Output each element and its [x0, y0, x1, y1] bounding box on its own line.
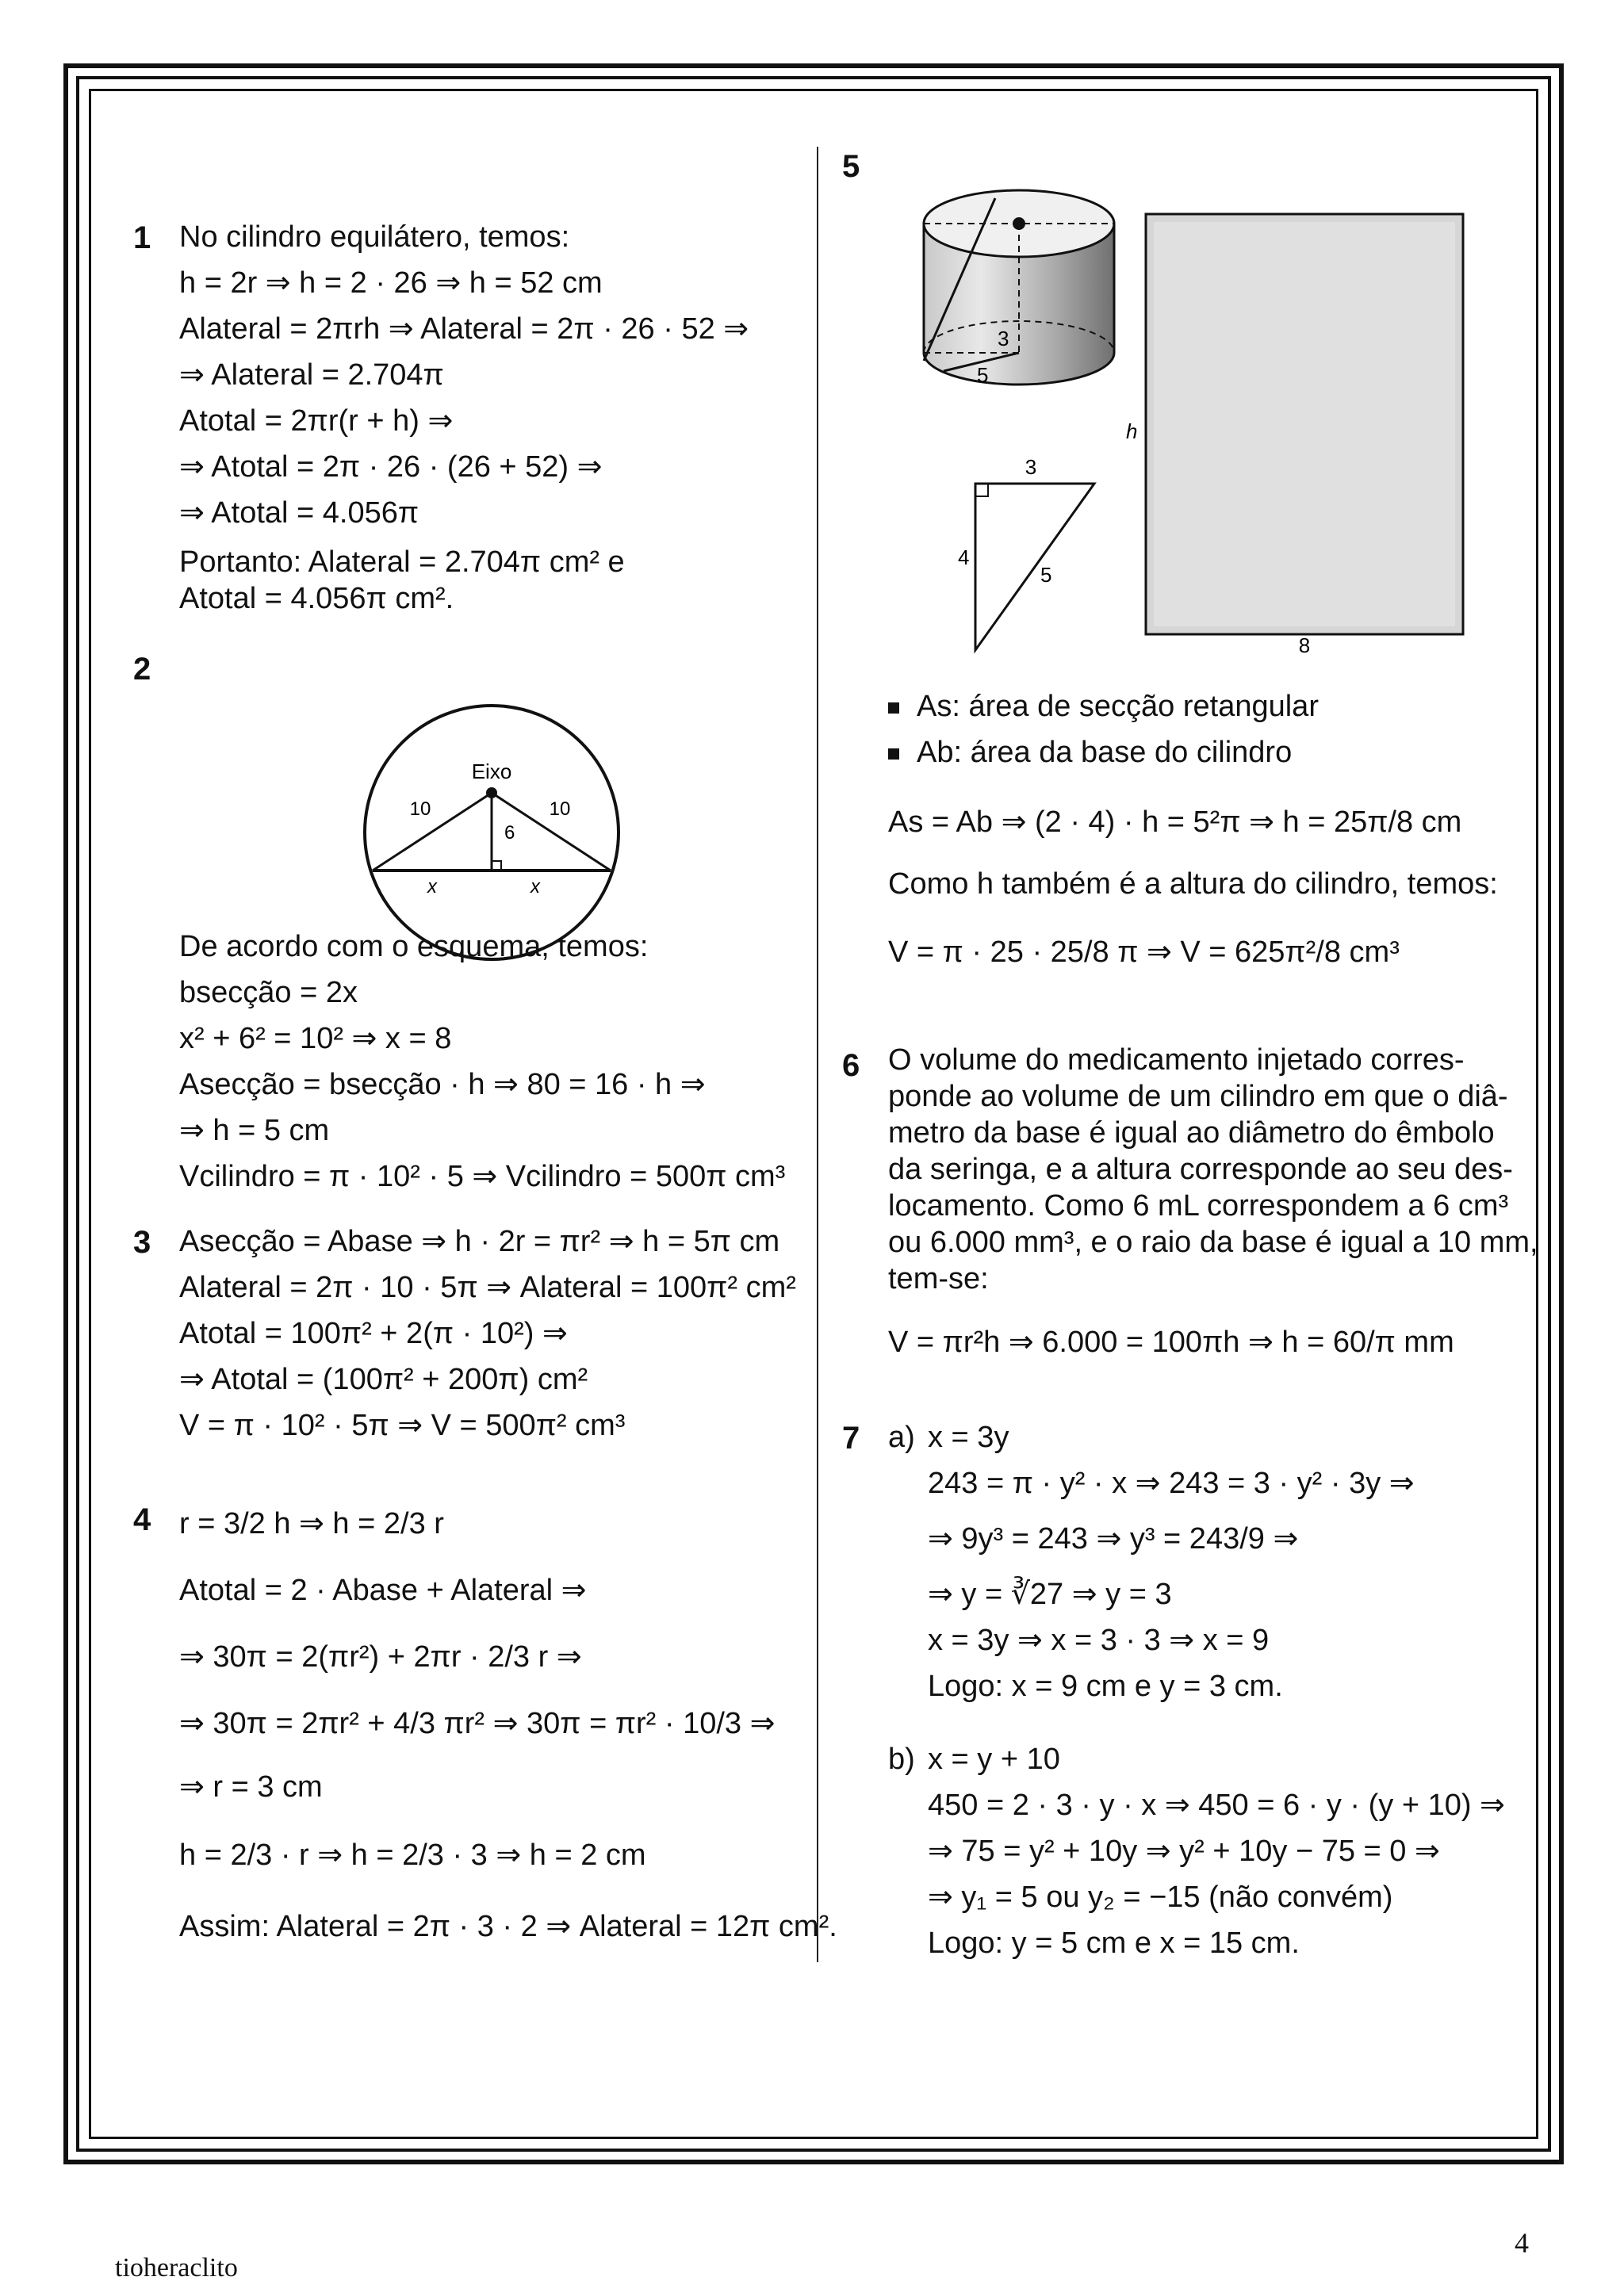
bullet-icon	[888, 702, 899, 714]
question-2-text	[179, 924, 785, 1200]
q4-line: ⇒ r = 3 cm	[179, 1770, 323, 1804]
triangle-hyp-label: 5	[1040, 563, 1052, 587]
q4-line: Assim: Alateral = 2π · 3 · 2 ⇒ Alateral = 12π cm².	[179, 1910, 837, 1943]
q1-line: ⇒ Alateral = 2.704π	[179, 358, 444, 392]
cyl-label-3: 3	[998, 327, 1009, 350]
q3-line: Alateral = 2π · 10 · 5π ⇒ Alateral = 100π² cm²	[179, 1271, 796, 1304]
question-1-text	[179, 214, 749, 617]
question-4-text	[179, 1497, 837, 1954]
half-chord-right-label: x	[530, 876, 540, 897]
rect-height-label: h	[1126, 419, 1138, 443]
question-6-number: 6	[842, 1048, 860, 1083]
triangle-left-label: 4	[958, 545, 970, 569]
question-7a-text	[928, 1414, 1415, 1709]
q7b-line: ⇒ y₁ = 5 ou y₂ = −15 (não convém)	[928, 1881, 1393, 1914]
q2-line: ⇒ h = 5 cm	[179, 1114, 330, 1147]
question-7b-text	[928, 1736, 1505, 1966]
footer-author: tioheraclito	[115, 2253, 238, 2283]
q7a-line: ⇒ y = ∛27 ⇒ y = 3	[928, 1578, 1172, 1611]
q6-line: tem-se:	[888, 1262, 989, 1295]
q1-line: Alateral = 2πrh ⇒ Alateral = 2π · 26 · 52 ⇒	[179, 312, 749, 346]
question-3-number: 3	[133, 1225, 151, 1260]
q3-line: Atotal = 100π² + 2(π · 10²) ⇒	[179, 1317, 568, 1350]
q1-line: ⇒ Atotal = 2π · 26 · (26 + 52) ⇒	[179, 450, 603, 484]
question-7a-label: a)	[888, 1421, 915, 1454]
q4-line: r = 3/2 h ⇒ h = 2/3 r	[179, 1507, 444, 1540]
q7b-line: ⇒ 75 = y² + 10y ⇒ y² + 10y − 75 = 0 ⇒	[928, 1835, 1440, 1868]
q1-line: No cilindro equilátero, temos:	[179, 220, 570, 254]
q2-line: Asecção = bsecção · h ⇒ 80 = 16 · h ⇒	[179, 1068, 706, 1101]
cyl-label-5: 5	[977, 363, 989, 387]
question-5-number: 5	[842, 149, 860, 184]
question-7-number: 7	[842, 1421, 860, 1456]
q3-line: V = π · 10² · 5π ⇒ V = 500π² cm³	[179, 1409, 626, 1442]
q6-line: locamento. Como 6 mL correspondem a 6 cm³	[888, 1189, 1509, 1223]
q1-line: Atotal = 2πr(r + h) ⇒	[179, 404, 454, 438]
q3-line: ⇒ Atotal = (100π² + 200π) cm²	[179, 1363, 588, 1396]
q1-line: h = 2r ⇒ h = 2 · 26 ⇒ h = 52 cm	[179, 266, 603, 300]
question-2-number: 2	[133, 652, 151, 687]
q7b-line: 450 = 2 · 3 · y · x ⇒ 450 = 6 · y · (y + 10) ⇒	[928, 1789, 1505, 1822]
q6-line: O volume do medicamento injetado corres-	[888, 1043, 1465, 1077]
radius-right-label: 10	[549, 798, 571, 820]
radius-left-label: 10	[409, 798, 431, 820]
cylinder-section-figure	[912, 166, 1483, 658]
q7a-line: x = 3y	[928, 1421, 1009, 1454]
question-7b-label: b)	[888, 1743, 915, 1776]
page-number: 4	[1515, 2227, 1529, 2259]
height-label: 6	[504, 822, 515, 844]
q5-bullet-item	[888, 729, 1498, 775]
question-4-number: 4	[133, 1502, 151, 1537]
question-1-number: 1	[133, 220, 151, 255]
triangle-top-label: 3	[1025, 455, 1037, 479]
q1-line: Portanto: Alateral = 2.704π cm² e	[179, 545, 625, 579]
q5-bullet-text: Ab: área da base do cilindro	[917, 736, 1293, 769]
q7a-line: Logo: x = 9 cm e y = 3 cm.	[928, 1670, 1283, 1703]
q1-line: Atotal = 4.056π cm².	[179, 582, 454, 615]
axis-label: Eixo	[471, 760, 512, 783]
q5-line: As = Ab ⇒ (2 · 4) · h = 5²π ⇒ h = 25π/8 cm	[888, 806, 1462, 839]
q6-line: metro da base é igual ao diâmetro do êmbolo	[888, 1116, 1495, 1150]
q7a-line: x = 3y ⇒ x = 3 · 3 ⇒ x = 9	[928, 1624, 1270, 1657]
question-3-text	[179, 1219, 796, 1448]
rect-base-label: 8	[1298, 633, 1311, 657]
q4-line: Atotal = 2 · Abase + Alateral ⇒	[179, 1574, 587, 1607]
q2-line: De acordo com o esquema, temos:	[179, 930, 649, 963]
q6-line: V = πr²h ⇒ 6.000 = 100πh ⇒ h = 60/π mm	[888, 1326, 1454, 1359]
half-chord-left-label: x	[427, 876, 437, 897]
q5-bullet-text: As: área de secção retangular	[917, 690, 1319, 723]
q7b-line: x = y + 10	[928, 1743, 1060, 1776]
q2-line: bsecção = 2x	[179, 976, 358, 1009]
q1-line: ⇒ Atotal = 4.056π	[179, 496, 419, 530]
question-5-text	[888, 683, 1498, 975]
q7a-line: ⇒ 9y³ = 243 ⇒ y³ = 243/9 ⇒	[928, 1522, 1299, 1556]
q6-line: da seringa, e a altura corresponde ao seu des-	[888, 1153, 1513, 1186]
q4-line: h = 2/3 · r ⇒ h = 2/3 · 3 ⇒ h = 2 cm	[179, 1839, 646, 1872]
bullet-icon	[888, 748, 899, 760]
question-6-text	[888, 1042, 1538, 1360]
q5-line: Como h também é a altura do cilindro, temos:	[888, 867, 1498, 901]
q7b-line: Logo: y = 5 cm e x = 15 cm.	[928, 1927, 1300, 1960]
q5-line: V = π · 25 · 25/8 π ⇒ V = 625π²/8 cm³	[888, 936, 1400, 969]
q3-line: Asecção = Abase ⇒ h · 2r = πr² ⇒ h = 5π cm	[179, 1225, 780, 1258]
q5-bullet-item	[888, 683, 1498, 729]
q7a-line: 243 = π · y² · x ⇒ 243 = 3 · y² · 3y ⇒	[928, 1467, 1415, 1500]
q4-line: ⇒ 30π = 2πr² + 4/3 πr² ⇒ 30π = πr² · 10/3 ⇒	[179, 1707, 776, 1740]
q4-line: ⇒ 30π = 2(πr²) + 2πr · 2/3 r ⇒	[179, 1640, 582, 1674]
q6-line: ou 6.000 mm³, e o raio da base é igual a 10 mm,	[888, 1226, 1538, 1259]
q6-line: ponde ao volume de um cilindro em que o diâ-	[888, 1080, 1508, 1113]
q2-line: x² + 6² = 10² ⇒ x = 8	[179, 1022, 452, 1055]
q2-line: Vcilindro = π · 10² · 5 ⇒ Vcilindro = 500π cm³	[179, 1160, 786, 1193]
